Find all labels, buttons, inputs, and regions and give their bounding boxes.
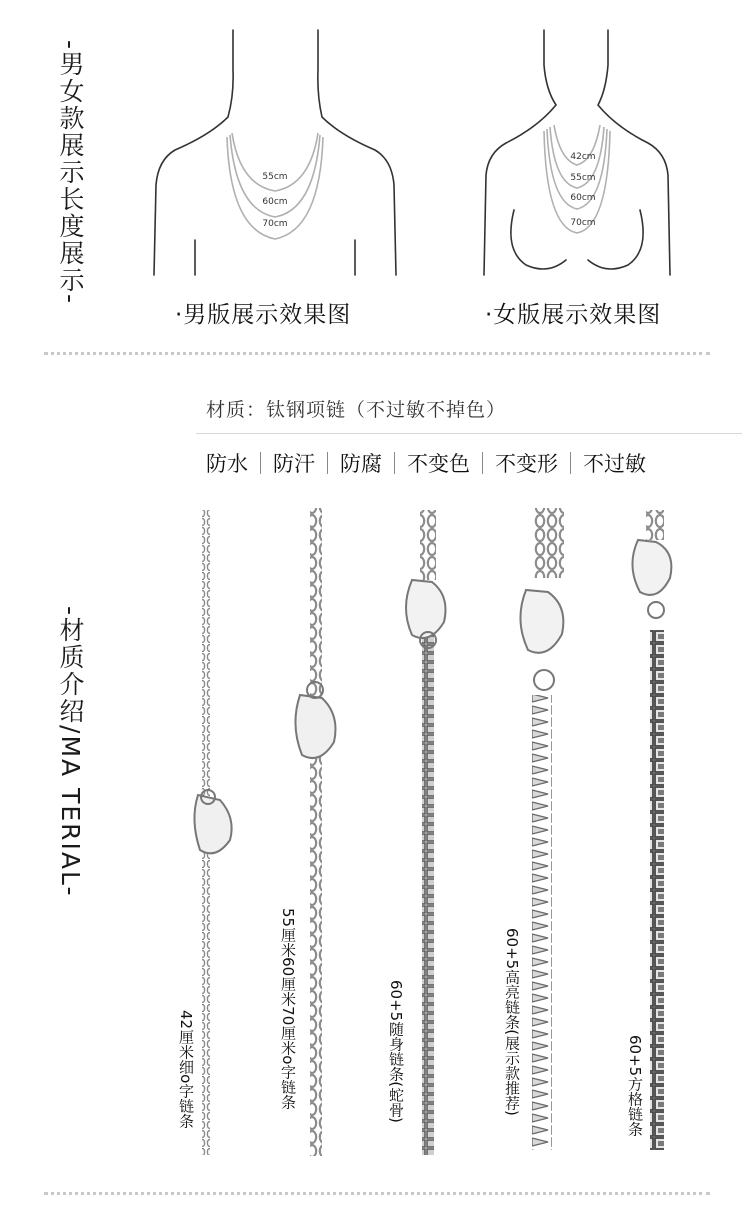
male-length-60: 60cm bbox=[262, 197, 288, 207]
side-title-bottom: -材质介绍/MA TERIAL- bbox=[56, 606, 85, 898]
female-length-60: 60cm bbox=[570, 193, 596, 203]
female-length-55: 55cm bbox=[570, 173, 596, 183]
feature-item: 防汗 bbox=[273, 452, 315, 476]
feature-separator bbox=[394, 452, 395, 474]
female-figure-illustration bbox=[478, 25, 693, 280]
side-title-top: -男女款展示长度展示- bbox=[56, 40, 85, 306]
female-caption: ·女版展示效果图 bbox=[485, 302, 662, 328]
male-length-55: 55cm bbox=[262, 172, 288, 182]
features-row bbox=[206, 448, 646, 478]
female-length-42: 42cm bbox=[570, 152, 596, 162]
dotted-divider-top bbox=[44, 352, 710, 355]
feature-item: 不变形 bbox=[495, 452, 558, 476]
feature-item: 不过敏 bbox=[583, 452, 646, 476]
male-caption: ·男版展示效果图 bbox=[175, 302, 352, 328]
material-underline bbox=[196, 433, 742, 434]
male-length-70: 70cm bbox=[262, 219, 288, 229]
dotted-divider-bottom bbox=[44, 1192, 710, 1195]
feature-item: 防腐 bbox=[340, 452, 382, 476]
chain-label-1: 42厘米细o字链条 bbox=[177, 1010, 195, 1129]
chain-label-4: 60+5高亮链条(展示款推荐) bbox=[503, 928, 521, 1116]
female-length-70: 70cm bbox=[570, 218, 596, 228]
chain-label-3: 60+5随身链条(蛇骨) bbox=[387, 980, 405, 1123]
feature-item: 不变色 bbox=[407, 452, 470, 476]
feature-separator bbox=[327, 452, 328, 474]
feature-item: 防水 bbox=[206, 452, 248, 476]
feature-separator bbox=[482, 452, 483, 474]
chain-label-5: 60+5方格链条 bbox=[626, 1035, 644, 1137]
male-figure-illustration bbox=[150, 25, 400, 280]
feature-separator bbox=[260, 452, 261, 474]
feature-separator bbox=[570, 452, 571, 474]
material-text: 材质：钛钢项链（不过敏不掉色） bbox=[206, 399, 507, 421]
chain-label-2: 55厘米60厘米70厘米o字链条 bbox=[279, 908, 297, 1110]
